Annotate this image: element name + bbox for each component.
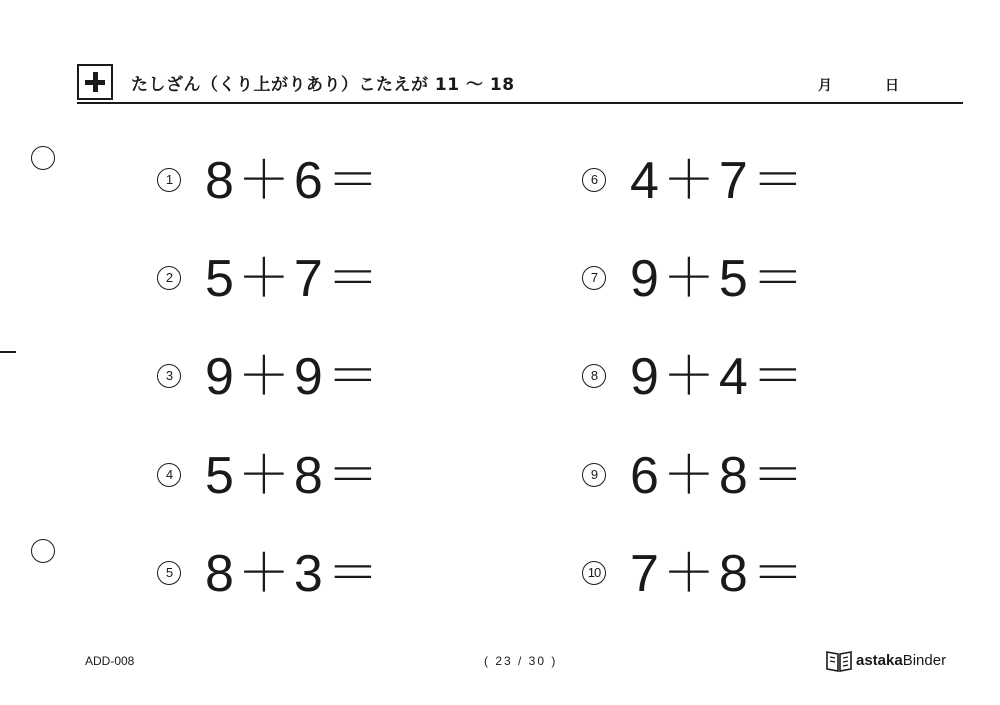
problem-number: 5 [157, 561, 181, 585]
binder-hole-bottom [31, 539, 55, 563]
worksheet-code: ADD-008 [85, 654, 135, 668]
problem-expression: 6＋8＝ [630, 447, 808, 505]
problem-number: 7 [582, 266, 606, 290]
problem-number: 10 [582, 561, 606, 585]
worksheet-title: たしざん（くり上がりあり）こたえが 11 〜 18 [131, 75, 515, 95]
problem-expression: 9＋4＝ [630, 348, 808, 406]
problem-number: 9 [582, 463, 606, 487]
brand-name-part2: Binder [902, 652, 947, 669]
problem-number: 2 [157, 266, 181, 290]
brand-name-part1: astaka [856, 652, 903, 669]
page-indicator: ( 23 / 30 ) [484, 654, 558, 668]
plus-icon [77, 64, 113, 100]
month-label: 月 [818, 78, 832, 94]
worksheet-header [77, 64, 963, 104]
problem-expression: 5＋8＝ [205, 447, 383, 505]
problem-expression: 7＋8＝ [630, 545, 808, 603]
problem-expression: 4＋7＝ [630, 152, 808, 210]
problem-number: 4 [157, 463, 181, 487]
problem-expression: 5＋7＝ [205, 250, 383, 308]
problem-expression: 8＋3＝ [205, 545, 383, 603]
problem-number: 1 [157, 168, 181, 192]
problem-expression: 9＋5＝ [630, 250, 808, 308]
problem-expression: 8＋6＝ [205, 152, 383, 210]
binder-hole-top [31, 146, 55, 170]
book-icon [826, 650, 852, 672]
brand-name [856, 652, 946, 669]
problem-expression: 9＋9＝ [205, 348, 383, 406]
problem-number: 3 [157, 364, 181, 388]
problem-number: 6 [582, 168, 606, 192]
problem-number: 8 [582, 364, 606, 388]
center-fold-mark [0, 351, 16, 353]
day-label: 日 [885, 78, 899, 94]
